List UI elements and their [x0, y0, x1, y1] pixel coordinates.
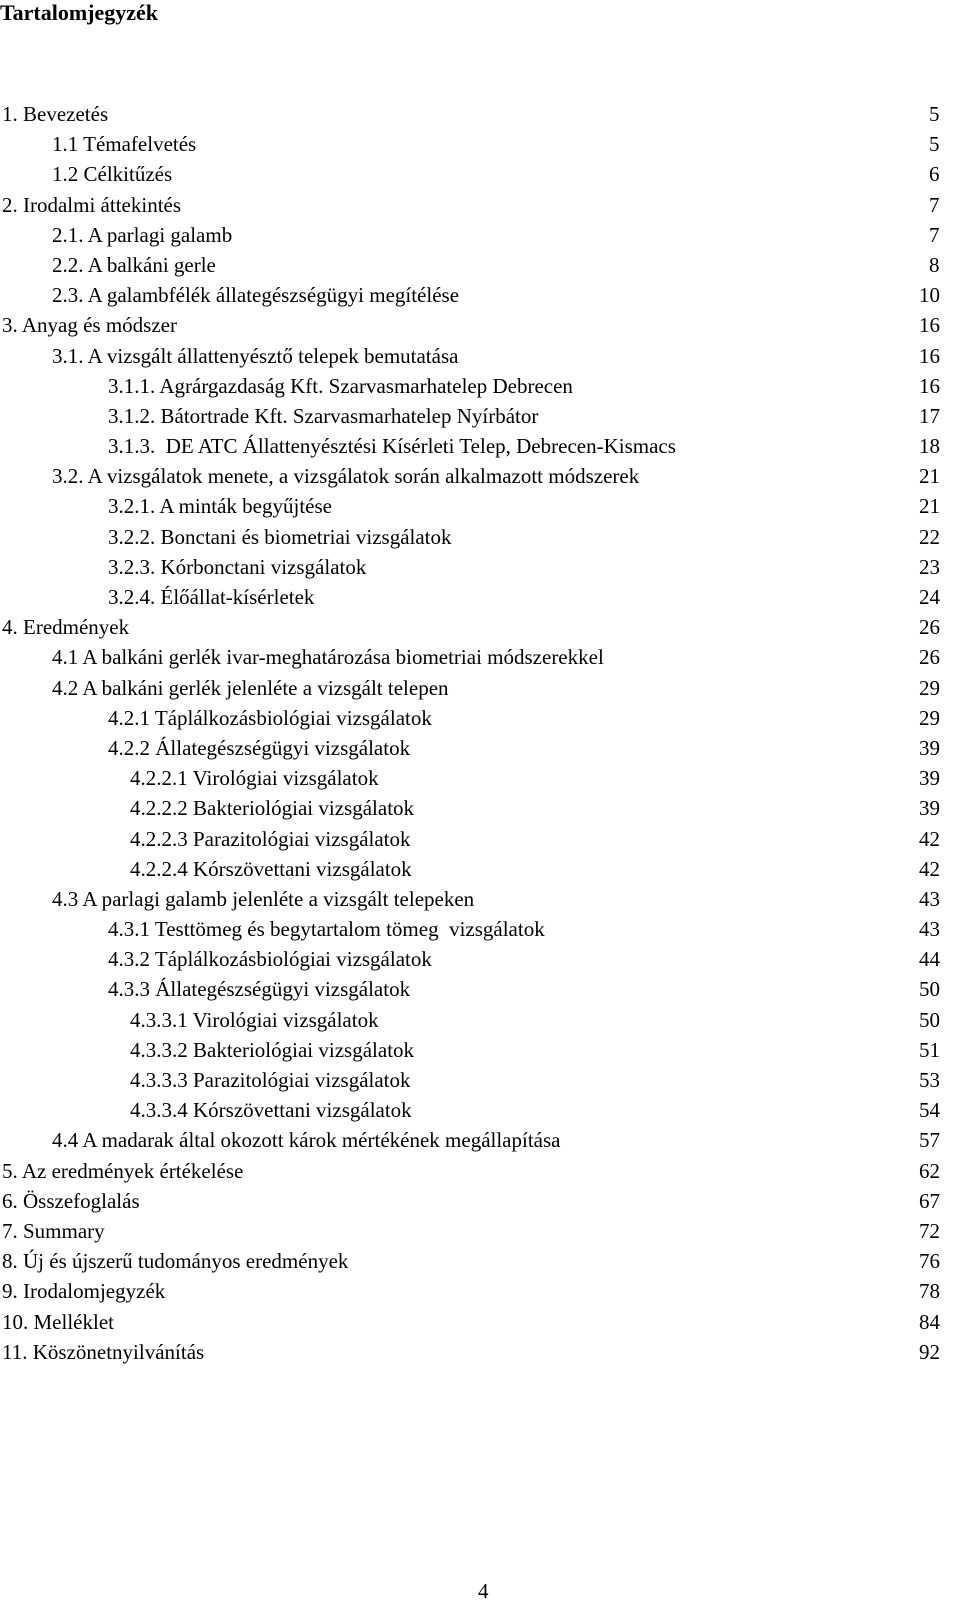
toc-entry-label: 3.1.1. Agrárgazdaság Kft. Szarvasmarhatelep Debrecen — [108, 373, 573, 398]
toc-entry-page: 76 — [919, 1249, 940, 1274]
toc-entry-page: 42 — [919, 826, 940, 851]
toc-entry-label: 7. Summary — [2, 1218, 105, 1243]
toc-entry-label: 4.3.3.4 Kórszövettani vizsgálatok — [130, 1098, 412, 1123]
toc-entry-page: 16 — [919, 373, 940, 398]
toc-entry — [0, 1248, 960, 1278]
toc-entry-page: 7 — [929, 192, 940, 217]
toc-entry-label: 4.2.2 Állategészségügyi vizsgálatok — [108, 735, 411, 760]
toc-entry-page: 26 — [919, 645, 940, 670]
toc-entry-page: 29 — [919, 675, 940, 700]
toc-entry-page: 53 — [919, 1068, 940, 1092]
toc-entry-label: 5. Az eredmények értékelése — [2, 1158, 244, 1183]
toc-entry-label: 11. Köszönetnyilvánítás — [2, 1339, 205, 1364]
toc-entry-page: 50 — [919, 1007, 940, 1032]
toc-entry-page: 21 — [919, 464, 940, 489]
toc-entry-label: 2.2. A balkáni gerle — [52, 252, 216, 277]
toc-entry-label: 3.2. A vizsgálatok menete, a vizsgálatok során alkalmazott módszerek — [52, 464, 640, 489]
toc-entry — [0, 614, 960, 644]
toc-entry — [0, 524, 960, 554]
toc-entry-label: 2.3. A galambfélék állategészségügyi megítélése — [52, 283, 460, 308]
toc-entry-label: 10. Melléklet — [2, 1309, 114, 1334]
toc-entry — [0, 856, 960, 886]
toc-entry — [0, 1158, 960, 1188]
toc-entry-page: 39 — [919, 796, 940, 821]
toc-entry-label: 4.2 A balkáni gerlék jelenléte a vizsgált telepen — [52, 675, 449, 700]
toc-entry — [0, 584, 960, 614]
toc-entry-page: 50 — [919, 977, 940, 1002]
toc-entry — [0, 373, 960, 403]
toc-entry — [0, 735, 960, 765]
toc-entry-page: 39 — [919, 735, 940, 760]
toc-entry-label: 4.3.3 Állategészségügyi vizsgálatok — [108, 977, 411, 1002]
toc-entry — [0, 795, 960, 825]
toc-entry-page: 62 — [919, 1158, 940, 1183]
toc-entry-page: 84 — [919, 1309, 940, 1334]
toc-entry-page: 43 — [919, 917, 940, 942]
toc-entry — [0, 554, 960, 584]
toc-entry — [0, 916, 960, 946]
toc-entry-page: 54 — [919, 1098, 940, 1123]
toc-entry-page: 23 — [919, 554, 940, 579]
toc-entry — [0, 1218, 960, 1248]
toc-entry — [0, 976, 960, 1006]
toc-entry-page: 43 — [919, 886, 940, 911]
toc-entry-label: 4.3.3.3 Parazitológiai vizsgálatok — [130, 1068, 411, 1092]
toc-entry-label: 3.2.2. Bonctani és biometriai vizsgálatok — [108, 524, 452, 549]
toc-entry-label: 4.2.2.4 Kórszövettani vizsgálatok — [130, 856, 412, 881]
toc-entry — [0, 433, 960, 463]
toc-entry-label: 3.2.1. A minták begyűjtése — [108, 494, 332, 519]
toc-entry-label: 4.2.2.3 Parazitológiai vizsgálatok — [130, 826, 411, 851]
toc-entry — [0, 644, 960, 674]
toc-entry-page: 72 — [919, 1218, 940, 1243]
toc-entry-page: 5 — [929, 132, 940, 157]
toc-entry — [0, 282, 960, 312]
toc-entry — [0, 252, 960, 282]
toc-entry-label: 3.1.3. DE ATC Állattenyésztési Kísérleti Telep, Debrecen-Kismacs — [108, 434, 676, 459]
toc-entry-page: 7 — [929, 222, 940, 247]
toc-entry — [0, 192, 960, 222]
toc-entry-page: 44 — [919, 947, 940, 972]
toc-entry — [0, 1309, 960, 1339]
toc-entry-page: 21 — [919, 494, 940, 519]
toc-entry — [0, 1067, 960, 1097]
toc-entry — [0, 1097, 960, 1127]
toc-entry-label: 2. Irodalmi áttekintés — [2, 192, 182, 217]
toc-entry-page: 39 — [919, 766, 940, 791]
toc-entry-page: 16 — [919, 343, 940, 368]
toc-entry — [0, 765, 960, 795]
toc-entry-label: 6. Összefoglalás — [2, 1188, 140, 1213]
toc-entry-page: 8 — [929, 252, 940, 277]
toc-entry-label: 3.1. A vizsgált állattenyésztő telepek bemutatása — [52, 343, 459, 368]
toc-entry — [0, 1278, 960, 1308]
toc-entry — [0, 161, 960, 191]
toc-entry-page: 51 — [919, 1037, 940, 1062]
toc-entry-label: 3. Anyag és módszer — [2, 313, 177, 338]
toc-entry — [0, 886, 960, 916]
toc-entry-page: 78 — [919, 1279, 940, 1304]
toc-list — [0, 101, 960, 1369]
toc-entry — [0, 403, 960, 433]
toc-entry-page: 24 — [919, 585, 940, 609]
toc-entry-label: 4.1 A balkáni gerlék ivar-meghatározása biometriai módszerekkel — [52, 645, 604, 670]
toc-entry-label: 4.2.2.1 Virológiai vizsgálatok — [130, 766, 379, 791]
toc-entry-label: 3.2.4. Élőállat-kísérletek — [108, 585, 315, 609]
toc-entry-page: 16 — [919, 313, 940, 338]
toc-entry — [0, 1188, 960, 1218]
toc-entry-label: 4.4 A madarak által okozott károk mértékének megállapítása — [52, 1128, 561, 1153]
toc-entry — [0, 463, 960, 493]
toc-entry-label: 4.3.2 Táplálkozásbiológiai vizsgálatok — [108, 947, 432, 972]
toc-entry-label: 1.1 Témafelvetés — [52, 132, 197, 157]
toc-entry-page: 10 — [919, 283, 940, 308]
toc-entry — [0, 1339, 960, 1369]
toc-title: Tartalomjegyzék — [0, 0, 159, 25]
toc-entry — [0, 312, 960, 342]
toc-entry-page: 29 — [919, 705, 940, 730]
toc-entry — [0, 675, 960, 705]
toc-entry — [0, 101, 960, 131]
toc-entry-label: 2.1. A parlagi galamb — [52, 222, 233, 247]
page-number: 4 — [478, 1579, 489, 1603]
toc-entry — [0, 946, 960, 976]
toc-entry — [0, 826, 960, 856]
toc-entry — [0, 1037, 960, 1067]
toc-entry-page: 57 — [919, 1128, 940, 1153]
toc-entry-label: 4.3.1 Testtömeg és begytartalom tömeg vizsgálatok — [108, 917, 545, 942]
toc-entry-page: 22 — [919, 524, 940, 549]
toc-entry — [0, 1127, 960, 1157]
toc-entry-page: 42 — [919, 856, 940, 881]
toc-entry-label: 3.2.3. Kórbonctani vizsgálatok — [108, 554, 367, 579]
toc-entry-page: 5 — [929, 102, 940, 126]
toc-entry-label: 9. Irodalomjegyzék — [2, 1279, 166, 1304]
toc-entry — [0, 343, 960, 373]
toc-entry-label: 8. Új és újszerű tudományos eredmények — [2, 1249, 349, 1274]
toc-entry-label: 4.3 A parlagi galamb jelenléte a vizsgált telepeken — [52, 886, 475, 911]
toc-entry-label: 4.3.3.1 Virológiai vizsgálatok — [130, 1007, 379, 1032]
toc-entry-label: 4.2.2.2 Bakteriológiai vizsgálatok — [130, 796, 415, 821]
toc-entry-label: 4.3.3.2 Bakteriológiai vizsgálatok — [130, 1037, 415, 1062]
toc-entry-page: 18 — [919, 434, 940, 459]
toc-entry-label: 4.2.1 Táplálkozásbiológiai vizsgálatok — [108, 705, 432, 730]
toc-entry — [0, 131, 960, 161]
toc-entry — [0, 493, 960, 523]
toc-entry-page: 92 — [919, 1339, 940, 1364]
toc-entry-page: 26 — [919, 615, 940, 640]
toc-entry — [0, 222, 960, 252]
toc-entry — [0, 1007, 960, 1037]
toc-entry-label: 3.1.2. Bátortrade Kft. Szarvasmarhatelep Nyírbátor — [108, 403, 539, 428]
toc-entry-label: 1. Bevezetés — [2, 102, 109, 126]
toc-entry-page: 67 — [919, 1188, 940, 1213]
toc-entry-page: 6 — [929, 162, 940, 187]
toc-entry-label: 1.2 Célkitűzés — [52, 162, 173, 187]
toc-entry-label: 4. Eredmények — [2, 615, 130, 640]
toc-entry — [0, 705, 960, 735]
toc-entry-page: 17 — [919, 403, 940, 428]
